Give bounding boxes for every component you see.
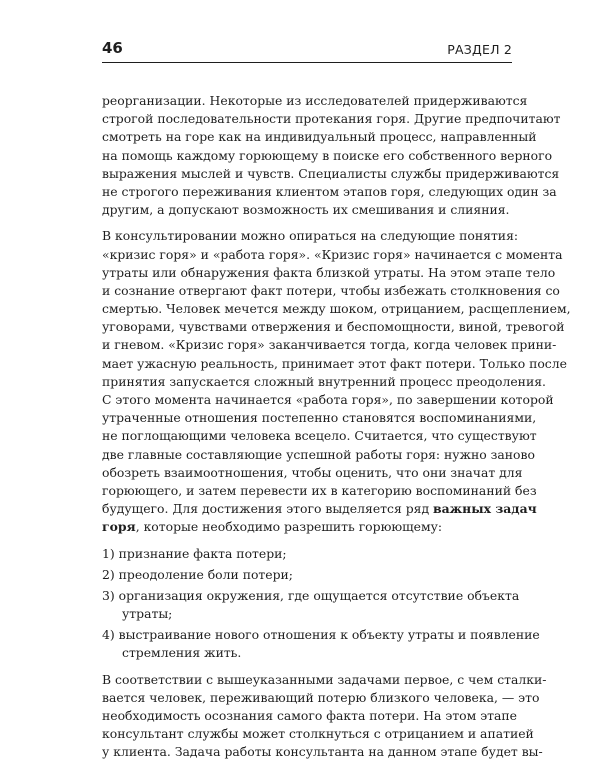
- paragraph: [102, 92, 561, 219]
- paragraph: [102, 227, 571, 536]
- text-line: «кризис горя» и «работа горя». «Кризис горя» начинается с момента: [102, 246, 563, 262]
- text-line: не поглощающими человека всецело. Считается, что существуют: [102, 428, 537, 444]
- text-line: у клиента. Задача работы консультанта на данном этапе будет вы-: [102, 744, 543, 760]
- text-line: В соответствии с вышеуказанными задачами первое, с чем сталки-: [102, 671, 547, 687]
- text-line: смертью. Человек мечется между шоком, отрицанием, расщеплением,: [102, 301, 571, 317]
- text-line: на помощь каждому горюющему в поиске его собственного верного: [102, 147, 553, 163]
- text-line: обозреть взаимоотношения, чтобы оценить, что они значат для: [102, 464, 523, 480]
- text-line: мает ужасную реальность, принимает этот факт потери. Только после: [102, 355, 567, 371]
- list-item: 2) преодоление боли потери;: [102, 566, 293, 582]
- list-item: 4) выстраивание нового отношения к объекту утраты и появление: [102, 627, 540, 643]
- list-item: 3) организация окружения, где ощущается отсутствие объекта: [102, 587, 520, 603]
- text-line: утраченные отношения постепенно становятся воспоминаниями,: [102, 410, 537, 426]
- text-line: В консультировании можно опираться на следующие понятия:: [102, 228, 519, 244]
- text-line: С этого момента начинается «работа горя», по завершении которой: [102, 392, 554, 407]
- bold-phrase: важных задач: [433, 501, 537, 517]
- text-line: уговорами, чувствами отвержения и беспомощности, виной, тревогой: [102, 319, 565, 335]
- page-header: [102, 40, 512, 63]
- text-line: и гневом. «Кризис горя» заканчивается тогда, когда человек прини-: [102, 337, 557, 353]
- text-run: будущего. Для достижения этого выделяется ряд: [102, 501, 434, 517]
- text-line: необходимость осознания самого факта потери. На этом этапе: [102, 708, 517, 723]
- text-line: [102, 500, 537, 518]
- text-line: выражения мыслей и чувств. Специалисты службы придерживаются: [102, 165, 560, 181]
- text-line: другим, а допускают возможность их смешивания и слияния.: [102, 202, 510, 218]
- text-line: горюющего, и затем перевести их в категорию воспоминаний без: [102, 482, 537, 498]
- text-line: строгой последовательности протекания горя. Другие предпочитают: [102, 111, 561, 127]
- paragraph: [102, 671, 547, 762]
- text-line: утраты или обнаружения факта близкой утраты. На этом этапе тело: [102, 264, 556, 280]
- task-list: [102, 545, 540, 663]
- text-line: смотреть на горе как на индивидуальный процесс, направленный: [102, 129, 537, 145]
- text-run: , которые необходимо разрешить горюющему:: [135, 519, 443, 535]
- text-line: вается человек, переживающий потерю близкого человека, — это: [102, 689, 540, 705]
- text-line: и сознание отвергают факт потери, чтобы избежать столкновения со: [102, 282, 560, 298]
- page-number: 46: [102, 39, 123, 57]
- page-body: [102, 92, 571, 762]
- list-item-continuation: утраты;: [122, 606, 173, 622]
- text-line: консультант службы может столкнуться с отрицанием и апатией: [102, 726, 534, 742]
- text-line: две главные составляющие успешной работы горя: нужно заново: [102, 446, 535, 462]
- bold-phrase: горя: [102, 519, 136, 535]
- text-line: [102, 518, 512, 536]
- section-title: РАЗДЕЛ 2: [447, 42, 512, 57]
- text-line: не строгого переживания клиентом этапов горя, следующих один за: [102, 183, 557, 199]
- book-page: [102, 39, 571, 762]
- list-item-continuation: стремления жить.: [122, 645, 242, 661]
- list-item: 1) признание факта потери;: [102, 545, 287, 561]
- text-line: реорганизации. Некоторые из исследователей придерживаются: [102, 93, 528, 108]
- text-line: принятия запускается сложный внутренний процесс преодоления.: [102, 373, 546, 389]
